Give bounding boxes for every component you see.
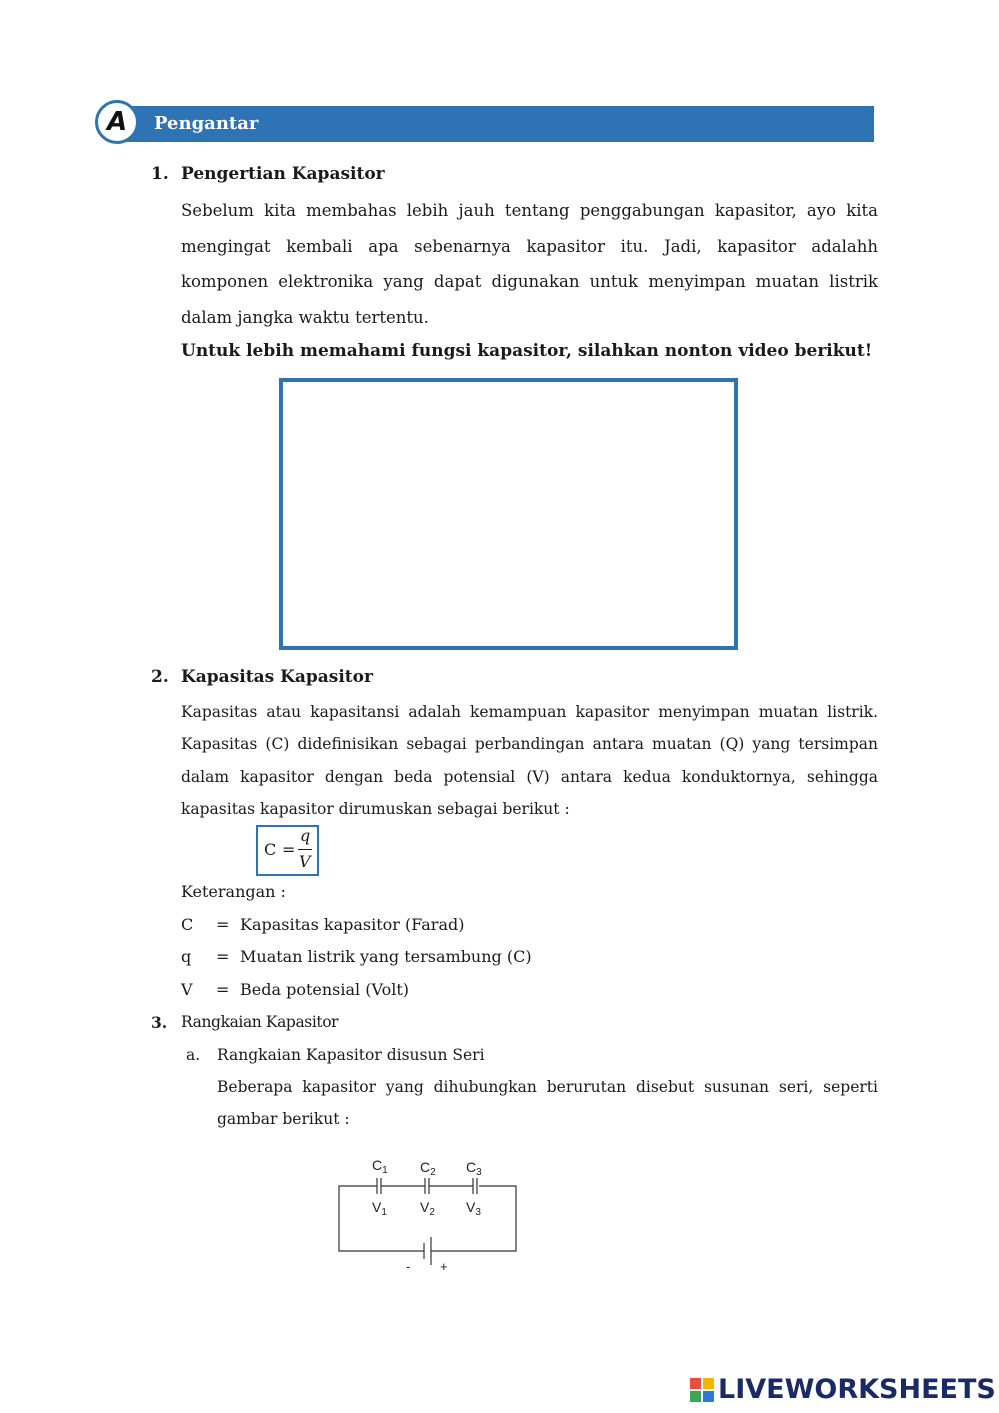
video-embed-frame[interactable] bbox=[279, 378, 738, 650]
paragraph-line: gambar berikut : bbox=[217, 1110, 350, 1129]
video-call-to-action: Untuk lebih memahami fungsi kapasitor, silahkan nonton video berikut! bbox=[181, 341, 873, 361]
logo-squares-icon bbox=[690, 1378, 714, 1402]
capacitor-3-label: $C_3$ bbox=[466, 1159, 482, 1178]
circuit-wire-left bbox=[339, 1186, 424, 1251]
formula-lhs: C bbox=[264, 840, 277, 859]
voltage-3-label: $V_3$ bbox=[466, 1199, 481, 1218]
legend-equals: = bbox=[216, 915, 230, 934]
subsection-title: Rangkaian Kapasitor disusun Seri bbox=[217, 1046, 485, 1064]
circuit-wire-right bbox=[435, 1186, 516, 1251]
paragraph-line: Kapasitas atau kapasitansi adalah kemampuan kapasitor menyimpan muatan listrik. bbox=[181, 703, 878, 721]
section-1-paragraph bbox=[181, 193, 878, 335]
paragraph-line: mengingat kembali apa sebenarnya kapasitor itu. Jadi, kapasitor adalahh bbox=[181, 236, 878, 256]
liveworksheets-logo bbox=[690, 1374, 996, 1405]
legend-equals: = bbox=[216, 980, 230, 999]
section-3-number: 3. bbox=[151, 1013, 168, 1032]
series-capacitor-circuit bbox=[330, 1150, 530, 1280]
section-3-paragraph bbox=[217, 1071, 878, 1136]
section-3-title: Rangkaian Kapasitor bbox=[181, 1013, 339, 1031]
legend-symbol: V bbox=[181, 980, 193, 999]
voltage-2-label: $V_2$ bbox=[420, 1199, 435, 1218]
paragraph-line: dalam jangka waktu tertentu. bbox=[181, 307, 429, 327]
logo-square bbox=[690, 1391, 701, 1402]
legend-description: Beda potensial (Volt) bbox=[240, 980, 409, 999]
legend-equals: = bbox=[216, 947, 230, 966]
formula-numerator: q bbox=[300, 826, 311, 845]
logo-text: LIVEWORKSHEETS bbox=[718, 1374, 996, 1405]
section-2-title: Kapasitas Kapasitor bbox=[181, 667, 373, 687]
section-header-title: Pengantar bbox=[154, 113, 259, 134]
capacitor-1-label: $C_1$ bbox=[372, 1157, 388, 1176]
formula-fraction-bar bbox=[298, 849, 312, 850]
formula-denominator: V bbox=[299, 852, 311, 871]
paragraph-line: Sebelum kita membahas lebih jauh tentang penggabungan kapasitor, ayo kita bbox=[181, 201, 878, 220]
voltage-1-label: $V_1$ bbox=[372, 1199, 387, 1218]
paragraph-line: Kapasitas (C) didefinisikan sebagai perbandingan antara muatan (Q) yang tersimpan bbox=[181, 735, 878, 754]
legend-description: Kapasitas kapasitor (Farad) bbox=[240, 915, 465, 934]
logo-square bbox=[690, 1378, 701, 1389]
section-2-number: 2. bbox=[151, 667, 169, 687]
keterangan-label: Keterangan : bbox=[181, 882, 286, 901]
logo-square bbox=[703, 1391, 714, 1402]
section-1-title: Pengertian Kapasitor bbox=[181, 164, 385, 184]
formula-equals: = bbox=[282, 840, 296, 859]
paragraph-line: Beberapa kapasitor yang dihubungkan berurutan disebut susunan seri, seperti bbox=[217, 1078, 878, 1096]
section-1-number: 1. bbox=[151, 164, 169, 184]
logo-square bbox=[703, 1378, 714, 1389]
legend-description: Muatan listrik yang tersambung (C) bbox=[240, 947, 532, 966]
battery-negative-label: - bbox=[406, 1259, 411, 1274]
legend-symbol: C bbox=[181, 915, 194, 934]
section-letter-badge: A bbox=[95, 100, 139, 144]
battery-positive-label: + bbox=[440, 1259, 448, 1274]
legend-symbol: q bbox=[181, 947, 192, 966]
paragraph-line: komponen elektronika yang dapat digunakan untuk menyimpan muatan listrik bbox=[181, 272, 878, 291]
paragraph-line: kapasitas kapasitor dirumuskan sebagai berikut : bbox=[181, 799, 570, 818]
subsection-letter: a. bbox=[186, 1046, 201, 1064]
paragraph-line: dalam kapasitor dengan beda potensial (V) antara kedua konduktornya, sehingga bbox=[181, 767, 878, 786]
section-2-paragraph bbox=[181, 696, 878, 825]
capacitor-2-label: $C_2$ bbox=[420, 1159, 436, 1178]
